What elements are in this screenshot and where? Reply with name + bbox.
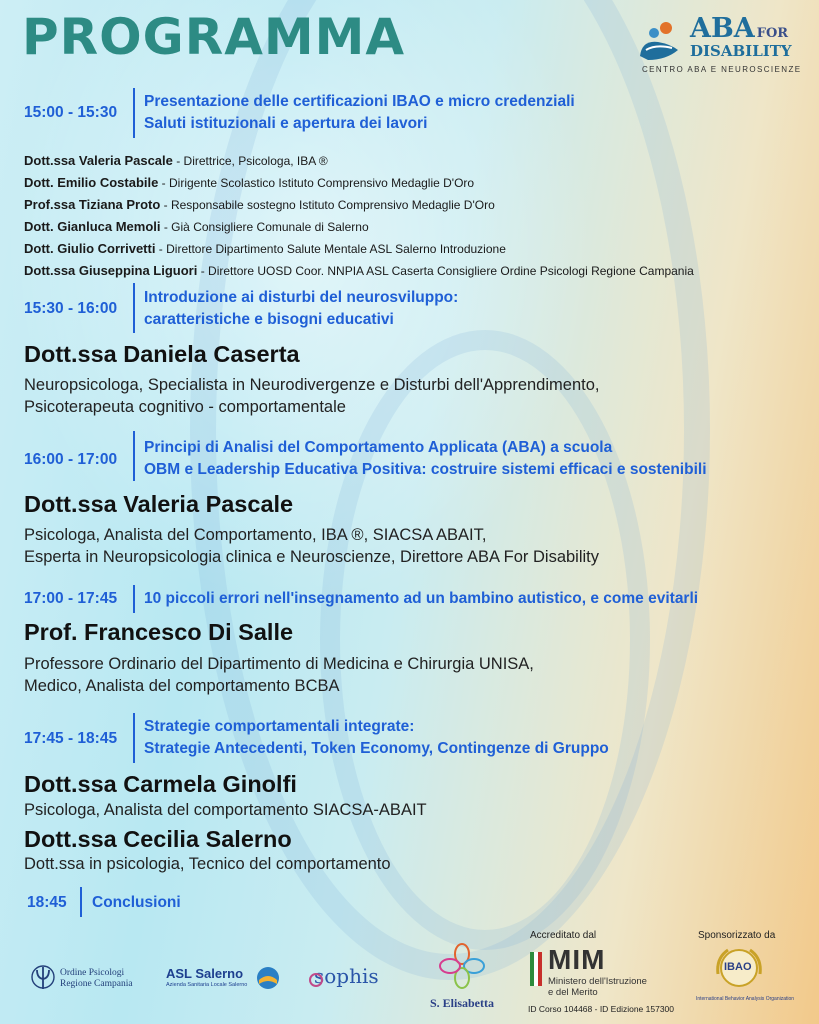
list-item: Dott. Giulio Corrivetti - Direttore Dipartimento Salute Mentale ASL Salerno Introduzione [24, 241, 506, 256]
sponsor-label: Sponsorizzato da [698, 930, 776, 941]
sophis-text: sophis [314, 964, 379, 988]
speaker-description: Psicologa, Analista del comportamento SIACSA-ABAIT [24, 801, 427, 819]
asl-salerno-logo [166, 966, 282, 996]
list-item: Dott. Emilio Costabile - Dirigente Scolastico Istituto Comprensivo Medaglie D'Oro [24, 175, 475, 190]
session-divider [133, 585, 135, 613]
logo-aba-text: ABA [690, 13, 755, 44]
list-item: Dott. Gianluca Memoli - Già Consigliere Comunale di Salerno [24, 219, 369, 234]
speaker-description: Psicologa, Analista del Comportamento, IBA ®, SIACSA ABAIT, Esperta in Neuropsicologia clinica e Neuroscienze, Direttore ABA For Disability [24, 526, 600, 566]
mim-text: MIM [548, 944, 606, 975]
speaker-description: Professore Ordinario del Dipartimento di Medicina e Chirurgia UNISA, Medico, Analista del comportamento BCBA [24, 655, 534, 695]
session-time: 15:30 - 16:00 [24, 300, 118, 317]
session-divider [133, 713, 135, 763]
psi-icon [30, 962, 56, 992]
session-time: 18:45 [27, 894, 67, 911]
opening-speakers-list [24, 150, 694, 282]
ordine-psicologi-logo [30, 962, 140, 996]
logo-disability-text: DISABILITY [690, 42, 792, 60]
topic-line: Strategie Antecedenti, Token Economy, Contingenze di Gruppo [144, 740, 609, 757]
topic-line: Presentazione delle certificazioni IBAO e micro credenziali [144, 93, 575, 110]
speaker-name: Prof. Francesco Di Salle [24, 619, 294, 645]
accreditato-label: Accreditato dal [530, 930, 597, 941]
topic-line: Conclusioni [92, 894, 181, 911]
ordine-line1: Ordine Psicologi [60, 968, 125, 978]
session-topic [144, 588, 698, 610]
ibao-subtitle: International Behavior Analysis Organization [695, 996, 795, 1002]
sophis-dots-icon [306, 970, 326, 990]
session-time: 15:00 - 15:30 [24, 104, 118, 121]
speaker-description: Dott.ssa in psicologia, Tecnico del comportamento [24, 855, 391, 873]
session-topic [144, 91, 575, 135]
speaker-name: Dott.ssa Valeria Pascale [24, 491, 294, 517]
asl-subtitle: Azienda Sanitaria Locale Salerno [166, 982, 248, 988]
topic-line: OBM e Leadership Educativa Positiva: costruire sistemi efficaci e sostenibili [144, 461, 707, 478]
topic-line: Saluti istituzionali e apertura dei lavori [144, 115, 428, 132]
speaker-description: Neuropsicologa, Specialista in Neurodivergenze e Disturbi dell'Apprendimento, Psicoterapeuta cognitivo - comportamentale [24, 376, 600, 416]
topic-line: Principi di Analisi del Comportamento Applicata (ABA) a scuola [144, 439, 613, 456]
mim-ids: ID Corso 104468 - ID Edizione 157300 [528, 1004, 675, 1014]
flower-icon [438, 942, 486, 990]
session-divider [80, 887, 82, 917]
mim-ministry: Ministero dell'Istruzione e del Merito [548, 976, 647, 998]
list-item: Prof.ssa Tiziana Proto - Responsabile sostegno Istituto Comprensivo Medaglie D'Oro [24, 197, 495, 212]
session-time: 16:00 - 17:00 [24, 451, 118, 468]
ibao-logo [690, 930, 800, 1020]
italian-flag-icon [530, 952, 542, 986]
topic-line: caratteristiche e bisogni educativi [144, 311, 394, 328]
session-topic [144, 287, 458, 331]
session-divider [133, 88, 135, 138]
topic-line: Strategie comportamentali integrate: [144, 718, 415, 735]
asl-circle-icon [256, 966, 280, 990]
session-time: 17:45 - 18:45 [24, 730, 118, 747]
logo-tagline: CENTRO ABA E NEUROSCIENZE [642, 65, 802, 74]
speaker-name: Dott.ssa Carmela Ginolfi [24, 771, 297, 797]
session-divider [133, 431, 135, 481]
aba-for-disability-logo [636, 14, 806, 76]
session-topic [144, 716, 609, 760]
session-topic [144, 437, 707, 481]
speaker-name: Dott.ssa Cecilia Salerno [24, 826, 292, 852]
speaker-name: Dott.ssa Daniela Caserta [24, 341, 300, 367]
topic-line: 10 piccoli errori nell'insegnamento ad un bambino autistico, e come evitarli [144, 590, 699, 607]
ibao-text: IBAO [724, 961, 752, 973]
topic-line: Introduzione ai disturbi del neurosviluppo: [144, 289, 459, 306]
session-divider [133, 283, 135, 333]
mim-logo [524, 930, 674, 1020]
ordine-line2: Regione Campania [60, 979, 133, 989]
aba-logo-icon [636, 20, 682, 62]
session-time: 17:00 - 17:45 [24, 590, 118, 607]
session-topic [92, 892, 181, 914]
list-item: Dott.ssa Giuseppina Liguori - Direttore UOSD Coor. NNPIA ASL Caserta Consigliere Ordine Psicologi Regione Campania [24, 263, 694, 278]
s-elisabetta-logo [418, 942, 506, 1014]
asl-name: ASL Salerno [166, 966, 244, 981]
elisabetta-text: S. Elisabetta [429, 996, 494, 1010]
page-title: PROGRAMMA [22, 8, 406, 66]
list-item: Dott.ssa Valeria Pascale - Direttrice, Psicologa, IBA ® [24, 153, 328, 168]
sophis-logo [306, 960, 398, 996]
logo-for-text: FOR [756, 26, 789, 41]
